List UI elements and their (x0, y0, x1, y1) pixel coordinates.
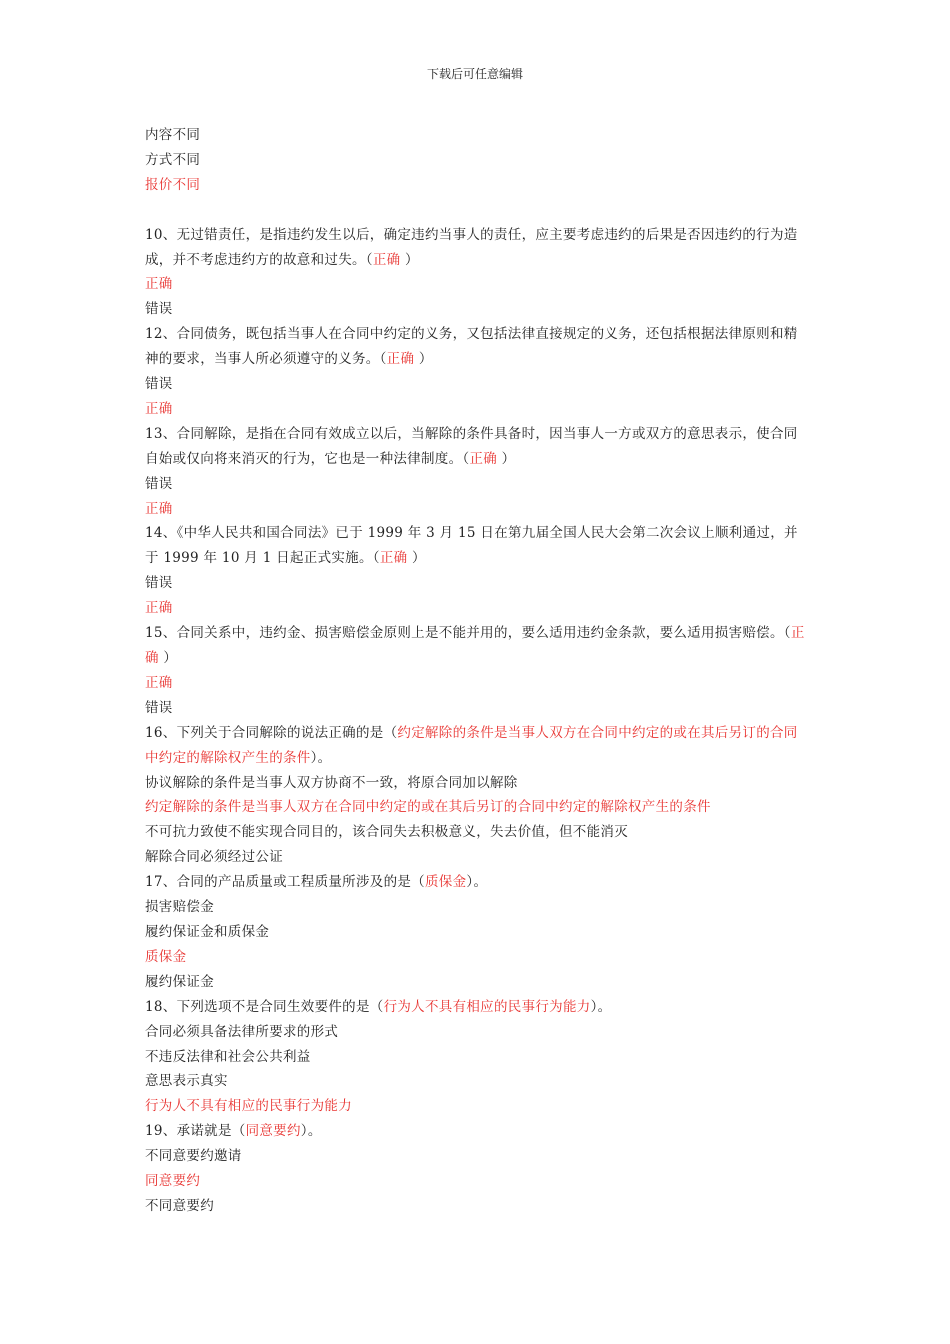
option: 不同意要约 (145, 1197, 214, 1214)
question-stem (145, 870, 807, 895)
question-close: ）。 (300, 1123, 322, 1140)
question-close: ） (414, 351, 433, 368)
inline-answer: 正确 (372, 251, 401, 268)
inline-answer: 正确 (379, 550, 408, 567)
page-header: 下载后可任意编辑 (426, 67, 523, 81)
question-text: 19、承诺就是（ (145, 1123, 246, 1140)
option: 内容不同 (145, 127, 201, 143)
option: 不同意要约邀请 (145, 1148, 242, 1165)
answer-option: 正确 (145, 400, 173, 417)
question-stem (145, 995, 807, 1020)
question-text: 16、下列关于合同解除的说法正确的是（ (145, 724, 398, 741)
inline-answer: 约定解除的条件是当事人双方在合同中约定的或在其后另订的合同中约定的解除权产生的条件 (145, 724, 798, 766)
answer-option: 质保金 (145, 948, 187, 965)
option: 协议解除的条件是当事人双方协商不一致，将原合同加以解除 (145, 774, 518, 791)
option: 错误 (145, 575, 173, 592)
option: 损害赔偿金 (145, 899, 214, 916)
question-close: ） (407, 550, 426, 567)
option: 不违反法律和社会公共利益 (145, 1048, 311, 1065)
answer-option: 正确 (145, 500, 173, 517)
question-stem (145, 322, 807, 372)
question-text: 13、合同解除，是指在合同有效成立以后，当解除的条件具备时，因当事人一方或双方的意思表示，使合同自始或仅向将来消灭的行为，它也是一种法律制度。（ (145, 425, 798, 467)
option: 错误 (145, 699, 173, 716)
option: 错误 (145, 301, 173, 318)
question-text: 18、下列选项不是合同生效要件的是（ (145, 998, 384, 1015)
question-text: 14、《中华人民共和国合同法》已于 1999 年 3 月 15 日在第九届全国人民大会第二次会议上顺利通过，并于 1999 年 10 月 1 日起正式实施。（ (145, 525, 798, 567)
option: 意思表示真实 (145, 1073, 228, 1090)
question-stem (145, 1119, 807, 1144)
option: 方式不同 (145, 151, 201, 168)
question-stem (145, 721, 807, 771)
question-stem (145, 223, 807, 273)
option: 解除合同必须经过公证 (145, 849, 283, 866)
option: 履约保证金 (145, 973, 214, 990)
question-stem (145, 521, 807, 571)
answer-option: 同意要约 (145, 1173, 201, 1190)
question-list (145, 123, 807, 1219)
inline-answer: 正确 (145, 625, 805, 667)
question-close: ）。 (310, 749, 332, 766)
question-close: ） (158, 650, 178, 667)
inline-answer: 正确 (469, 450, 498, 467)
question-text: 15、合同关系中，违约金、损害赔偿金原则上是不能并用的，要么适用违约金条款，要么适用损害赔偿。（ (145, 625, 791, 642)
inline-answer: 行为人不具有相应的民事行为能力 (383, 998, 591, 1015)
question-stem (145, 621, 807, 671)
inline-answer: 质保金 (424, 874, 467, 891)
question-close: ） (497, 450, 516, 467)
option: 错误 (145, 475, 173, 492)
question-text: 17、合同的产品质量或工程质量所涉及的是（ (145, 874, 425, 891)
question-stem (145, 422, 807, 472)
answer-option: 行为人不具有相应的民事行为能力 (145, 1098, 352, 1115)
inline-answer: 正确 (386, 351, 415, 368)
question-close: ） (400, 251, 419, 268)
answer-option: 正确 (145, 600, 173, 617)
answer-option: 报价不同 (145, 176, 201, 193)
option: 履约保证金和质保金 (145, 923, 270, 940)
option: 不可抗力致使不能实现合同目的，该合同失去积极意义，失去价值，但不能消灭 (145, 824, 628, 841)
inline-answer: 同意要约 (245, 1123, 301, 1140)
question-text: 10、无过错责任，是指违约发生以后，确定违约当事人的责任，应主要考虑违约的后果是否因违约的行为造成，并不考虑违约方的故意和过失。（ (145, 226, 798, 268)
answer-option: 正确 (145, 276, 173, 293)
question-text: 12、合同债务，既包括当事人在合同中约定的义务，又包括法律直接规定的义务，还包括根据法律原则和精神的要求，当事人所必须遵守的义务。（ (145, 326, 798, 368)
question-close: ）。 (590, 998, 612, 1015)
option: 合同必须具备法律所要求的形式 (145, 1023, 339, 1040)
spacer (145, 198, 807, 223)
answer-option: 约定解除的条件是当事人双方在合同中约定的或在其后另订的合同中约定的解除权产生的条件 (145, 799, 711, 816)
option: 错误 (145, 376, 173, 393)
answer-option: 正确 (145, 674, 173, 691)
question-close: ）。 (466, 874, 488, 891)
